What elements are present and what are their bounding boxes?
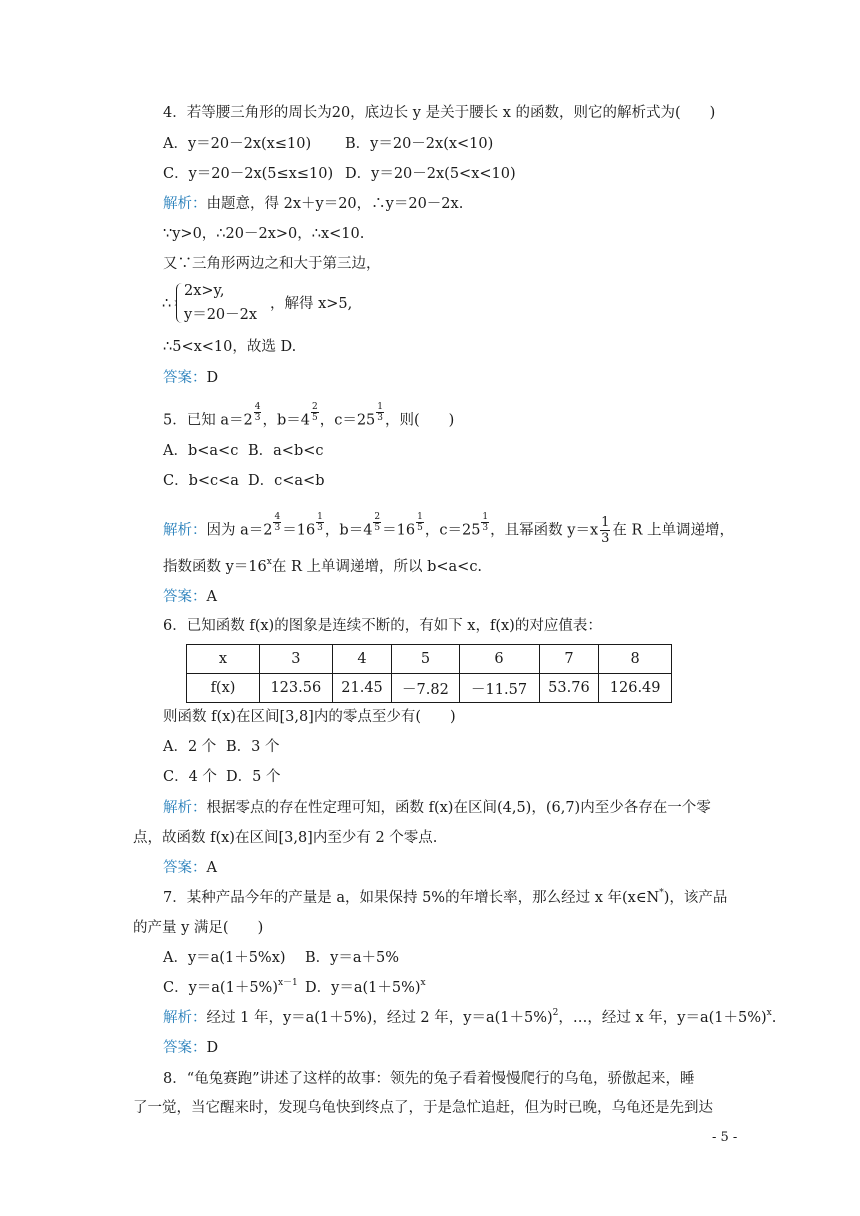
table-cell: 53.76 [539,674,599,703]
q7-option-a: A．y＝a(1＋5%x) [163,950,286,966]
value-table [186,644,672,703]
q7-stem-a: 7．某种产品今年的产量是 a，如果保持 5%的年增长率，那么经过 x 年(x∈N [163,890,660,906]
q5-an-part: 因为 a＝2 [206,522,273,539]
q6-option-c: C．4 个 [163,769,217,785]
table-cell: －11.57 [459,674,539,703]
q7-option-c [163,978,298,1000]
q4-option-d: D．y＝20－2x(5<x<10) [345,166,516,182]
q7-an-part: . [771,1010,777,1026]
q6-option-a: A．2 个 [163,739,217,755]
q4-analysis-line-1 [163,194,463,214]
table-cell: 4 [332,645,392,674]
table-cell: 126.49 [599,674,672,703]
exponent-fraction [373,512,381,533]
q7-option-d [305,978,426,1000]
q5-answer [163,587,217,607]
q4-option-b: B．y＝20－2x(x<10) [345,136,494,152]
q7-answer [163,1038,218,1058]
analysis-label: 解析： [163,1010,207,1026]
q6-answer [163,858,217,878]
exponent-fraction [316,512,324,533]
q4-option-c: C．y＝20－2x(5≤x≤10) [163,166,334,182]
q5-option-a: A．b<a<c [163,443,239,459]
q5-an-part: ，b＝4 [324,522,373,539]
q4-analysis-line-3: 又∵三角形两边之和大于第三边， [163,256,381,272]
q7-stem-line-2: 的产量 y 满足( ) [133,920,264,936]
q7-answer-value: D [206,1040,219,1056]
q5-an-part: ，且幂函数 y＝x [490,522,599,539]
superscript: x [266,557,272,567]
fraction-denominator: 3 [274,523,281,533]
q6-option-d: D．5 个 [226,769,281,785]
answer-label: 答案： [163,589,207,605]
superscript: * [659,888,664,898]
fraction-numerator: 1 [377,402,384,412]
q5-analysis-line-2 [163,557,482,579]
fraction-numerator: 1 [417,512,423,522]
q5-an-line2-a: 指数函数 y＝16 [163,559,267,575]
q5-an-part: ，c＝25 [424,522,481,539]
q7-an-part: ，…，经过 x 年，y＝a(1＋5%) [558,1010,767,1026]
answer-label: 答案： [163,860,207,876]
q4-answer-value: D [206,370,219,386]
power-fraction [600,515,610,546]
system-line-2: y＝20－2x [184,307,258,323]
fraction-numerator: 4 [254,402,261,412]
q5-an-part: ＝16 [382,522,416,539]
answer-label: 答案： [163,370,207,386]
q5-analysis-line-1 [163,512,735,546]
q5-stem-suffix: ，则( ) [385,412,455,429]
q8-line-1: 8．“龟兔赛跑”讲述了这样的故事：领先的兔子看着慢慢爬行的乌龟，骄傲起来，睡 [163,1071,695,1087]
q6-analysis-line-2: 点，故函数 f(x)在区间[3,8]内至少有 2 个零点. [133,830,438,846]
q7-option-d-text: D．y＝a(1＋5%) [305,980,421,996]
superscript: x [420,978,426,988]
fraction-denominator: 5 [311,413,318,423]
superscript: x [766,1008,772,1018]
table-cell: 21.45 [332,674,392,703]
q6-answer-value: A [206,860,217,876]
q5-an-part: 在 R 上单调递增， [612,522,735,539]
q7-an-part: 经过 1 年，y＝a(1＋5%)，经过 2 年，y＝a(1＋5%) [206,1010,553,1026]
exponent-fraction [311,402,319,423]
analysis-label: 解析： [163,522,207,539]
q5-answer-value: A [206,589,217,605]
q4-equation-system [162,281,402,327]
exponent-fraction [273,512,281,533]
exponent-fraction [376,402,384,423]
table-cell: 123.56 [260,674,333,703]
fraction-numerator: 2 [311,402,318,412]
fraction-numerator: 4 [274,512,281,522]
table-cell: 5 [392,645,459,674]
q7-option-c-text: C．y＝a(1＋5%) [163,980,278,996]
analysis-label: 解析： [163,800,207,816]
therefore-symbol: ∴ [162,296,172,312]
table-cell: 3 [260,645,333,674]
q7-stem-line-1 [163,888,727,910]
fraction-denominator: 3 [482,523,489,533]
exponent-fraction [416,512,424,533]
analysis-label: 解析： [163,196,207,212]
q6-stem: 6．已知函数 f(x)的图象是连续不断的，有如下 x，f(x)的对应值表： [163,618,602,634]
fraction-denominator: 3 [254,413,261,423]
q5-an-part: ＝16 [282,522,316,539]
q5-option-b: B．a<b<c [248,443,324,459]
q6-question: 则函数 f(x)在区间[3,8]内的零点至少有( ) [163,709,456,725]
fraction-numerator: 2 [374,512,381,522]
q5-stem-b: ，b＝4 [262,412,310,429]
superscript: 2 [552,1008,559,1018]
q6-analysis-line-1 [163,798,711,818]
q5-stem [163,402,455,431]
exponent-fraction [254,402,262,423]
q7-analysis-line [163,1008,776,1030]
table-cell: 6 [459,645,539,674]
page-number: - 5 - [712,1130,738,1145]
fraction-numerator: 1 [601,515,610,530]
q5-an-line2-b: 在 R 上单调递增，所以 b<a<c. [271,559,483,575]
table-cell: 7 [539,645,599,674]
fraction-denominator: 5 [417,523,423,533]
q8-line-2: 了一觉，当它醒来时，发现乌龟快到终点了，于是急忙追赶，但为时已晚，乌龟还是先到达 [133,1100,713,1116]
q5-option-c: C．b<c<a [163,473,239,489]
system-result: ，解得 x>5, [270,296,353,312]
table-cell: 8 [599,645,672,674]
q4-stem: 4．若等腰三角形的周长为20，底边长 y 是关于腰长 x 的函数，则它的解析式为( ) [163,105,716,121]
system-brace [176,283,183,323]
q5-option-d: D．c<a<b [248,473,325,489]
q4-analysis-line-2: ∵y>0，∴20－2x>0，∴x<10. [163,226,365,242]
q6-analysis-text-1: 根据零点的存在性定理可知，函数 f(x)在区间(4,5)，(6,7)内至少各存在一个零 [206,800,711,816]
fraction-numerator: 1 [317,512,323,522]
q5-stem-c: ，c＝25 [319,412,376,429]
answer-label: 答案： [163,1040,207,1056]
q7-option-b: B．y＝a＋5% [305,950,399,966]
q7-stem-b: )，该产品 [663,890,728,906]
q6-option-b: B．3 个 [226,739,280,755]
system-line-1: 2x>y, [184,283,225,299]
q4-analysis-line-4: ∴5<x<10，故选 D. [163,339,297,355]
table-cell: f(x) [187,674,260,703]
table-row [187,674,672,703]
q4-analysis-text-1: 由题意，得 2x＋y＝20，∴y＝20－2x. [206,196,464,212]
table-row [187,645,672,674]
q4-answer [163,368,218,388]
superscript: x－1 [277,978,298,988]
q4-option-a: A．y＝20－2x(x≤10) [163,136,312,152]
fraction-denominator: 5 [374,523,381,533]
exponent-fraction [481,512,489,533]
table-cell: －7.82 [392,674,459,703]
table-cell: x [187,645,260,674]
fraction-denominator: 3 [377,413,384,423]
q5-stem-a: 5．已知 a＝2 [163,412,253,429]
fraction-numerator: 1 [482,512,489,522]
fraction-denominator: 3 [601,531,610,546]
fraction-denominator: 3 [317,523,323,533]
